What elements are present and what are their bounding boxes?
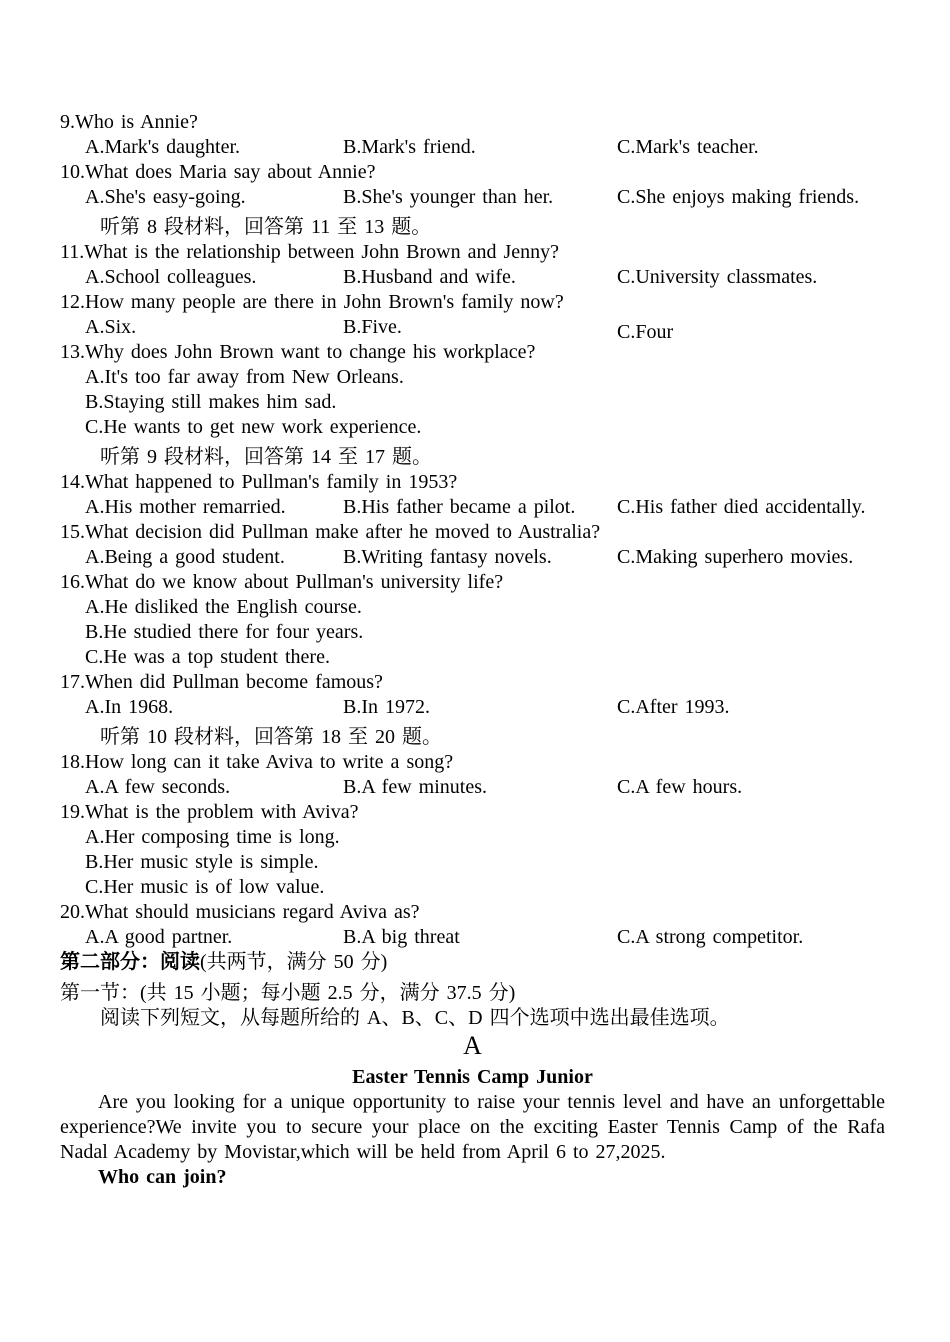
question-14: 14.What happened to Pullman's family in 1953? [60, 471, 458, 493]
question-15-options [60, 545, 885, 570]
passage-paragraph: Are you looking for a unique opportunity to raise your tennis level and have an unforgettable experience?We invite you to secure your place on the exciting Easter Tennis Camp of the Rafa Nadal Academy by Movistar,which will be held from April 6 to 27,2025. [60, 1091, 885, 1163]
question-20-option-a: A.A good partner. [85, 926, 233, 948]
question-11-option-b: B.Husband and wife. [343, 266, 516, 288]
question-16: 16.What do we know about Pullman's university life? [60, 571, 504, 593]
question-18-options [60, 775, 885, 800]
question-11-options [60, 265, 885, 290]
listening-material-8: 听第 8 段材料，回答第 11 至 13 题。 [100, 216, 432, 238]
question-13-option-a: A.It's too far away from New Orleans. [85, 366, 404, 388]
question-15-option-c: C.Making superhero movies. [617, 546, 854, 568]
question-18-option-c: C.A few hours. [617, 776, 743, 798]
question-16-option-c: C.He was a top student there. [85, 646, 330, 668]
question-10-option-c: C.She enjoys making friends. [617, 186, 860, 208]
question-17-option-c: C.After 1993. [617, 696, 730, 718]
question-15-option-b: B.Writing fantasy novels. [343, 546, 552, 568]
question-9: 9.Who is Annie? [60, 111, 198, 133]
question-17-options [60, 695, 885, 720]
listening-material-9: 听第 9 段材料，回答第 14 至 17 题。 [100, 446, 432, 468]
passage-title: Easter Tennis Camp Junior [352, 1066, 593, 1088]
reading-instruction: 阅读下列短文，从每题所给的 A、B、C、D 四个选项中选出最佳选项。 [100, 1007, 730, 1029]
question-14-option-c: C.His father died accidentally. [617, 496, 866, 518]
part2-heading-bold: 第二部分：阅读 [60, 951, 200, 973]
question-14-option-b: B.His father became a pilot. [343, 496, 576, 518]
question-10: 10.What does Maria say about Annie? [60, 161, 376, 183]
question-13: 13.Why does John Brown want to change his workplace? [60, 341, 536, 363]
part2-heading [60, 950, 885, 975]
question-10-option-b: B.She's younger than her. [343, 186, 554, 208]
question-9-option-b: B.Mark's friend. [343, 136, 476, 158]
question-19-option-c: C.Her music is of low value. [85, 876, 325, 898]
question-20-option-c: C.A strong competitor. [617, 926, 804, 948]
question-19: 19.What is the problem with Aviva? [60, 801, 359, 823]
passage-label-a: A [463, 1031, 482, 1060]
question-15-option-a: A.Being a good student. [85, 546, 285, 568]
question-16-option-a: A.He disliked the English course. [85, 596, 362, 618]
question-20-options [60, 925, 885, 950]
question-13-option-c: C.He wants to get new work experience. [85, 416, 422, 438]
question-14-options [60, 495, 885, 520]
question-17-option-b: B.In 1972. [343, 696, 430, 718]
question-20-option-b: B.A big threat [343, 926, 460, 948]
question-15: 15.What decision did Pullman make after he moved to Australia? [60, 521, 601, 543]
question-16-option-b: B.He studied there for four years. [85, 621, 364, 643]
question-18-option-a: A.A few seconds. [85, 776, 231, 798]
question-11-option-a: A.School colleagues. [85, 266, 257, 288]
question-18-option-b: B.A few minutes. [343, 776, 487, 798]
question-11-option-c: C.University classmates. [617, 266, 818, 288]
question-9-option-c: C.Mark's teacher. [617, 136, 759, 158]
question-14-option-a: A.His mother remarried. [85, 496, 286, 518]
section1-heading: 第一节：(共 15 小题；每小题 2.5 分，满分 37.5 分) [60, 982, 516, 1004]
question-19-option-a: A.Her composing time is long. [85, 826, 340, 848]
question-12-option-a: A.Six. [85, 316, 137, 338]
question-12-option-b: B.Five. [343, 316, 402, 338]
listening-material-10: 听第 10 段材料，回答第 18 至 20 题。 [100, 726, 442, 748]
part2-heading-rest: (共两节，满分 50 分) [200, 951, 388, 973]
question-17-option-a: A.In 1968. [85, 696, 174, 718]
question-12-options [60, 315, 885, 343]
question-12-option-c: C.Four [617, 321, 674, 343]
question-20: 20.What should musicians regard Aviva as? [60, 901, 420, 923]
question-11: 11.What is the relationship between John Brown and Jenny? [60, 241, 560, 263]
question-18: 18.How long can it take Aviva to write a song? [60, 751, 454, 773]
question-10-options [60, 185, 885, 210]
question-9-option-a: A.Mark's daughter. [85, 136, 241, 158]
passage-subheading-who-can-join: Who can join? [98, 1166, 227, 1188]
question-17: 17.When did Pullman become famous? [60, 671, 383, 693]
question-19-option-b: B.Her music style is simple. [85, 851, 319, 873]
question-13-option-b: B.Staying still makes him sad. [85, 391, 337, 413]
question-10-option-a: A.She's easy-going. [85, 186, 246, 208]
question-12: 12.How many people are there in John Brown's family now? [60, 291, 564, 313]
question-9-options [60, 135, 885, 160]
